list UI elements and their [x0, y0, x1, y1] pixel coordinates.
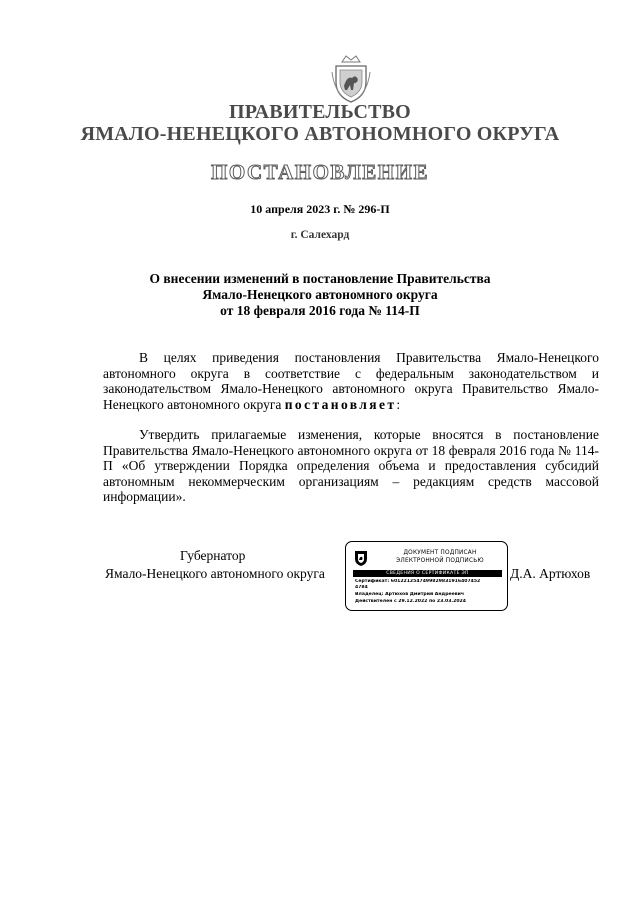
coat-of-arms-icon [330, 52, 372, 104]
stamp-certificate-cont: 4784 [355, 585, 368, 590]
emblem-icon [354, 549, 368, 567]
document-city: г. Салехард [290, 229, 350, 241]
org-name-line1: ПРАВИТЕЛЬСТВО [229, 101, 411, 123]
stamp-heading [376, 549, 504, 565]
paragraph-resolution: Утвердить прилагаемые изменения, которые вносятся в постановление Правительства Ямало-Ненецкого автономного округа от 18 февраля 2016 года № 114-П «Об утверждении Порядка определения объема и предоставления субсидий автономным некоммерческим организациям – редакциям средств массовой информации». [103, 427, 599, 505]
document-type: ПОСТАНОВЛЕНИЕ [211, 160, 429, 184]
title-line3: от 18 февраля 2016 года № 114-П [220, 303, 420, 318]
document-title [120, 271, 520, 319]
stamp-bar: СВЕДЕНИЯ О СЕРТИФИКАТЕ ЭП [353, 570, 502, 577]
title-line2: Ямало-Ненецкого автономного округа [202, 287, 438, 302]
electronic-signature-stamp [345, 541, 508, 611]
signer-name: Д.А. Артюхов [510, 566, 591, 581]
stamp-heading-line2: ЭЛЕКТРОННОЙ ПОДПИСЬЮ [396, 558, 484, 564]
stamp-heading-line1: ДОКУМЕНТ ПОДПИСАН [403, 550, 477, 556]
title-line1: О внесении изменений в постановление Правительства [149, 271, 491, 286]
signer-position-line2: Ямало-Ненецкого автономного округа [105, 566, 325, 581]
org-name-line2: ЯМАЛО-НЕНЕЦКОГО АВТОНОМНОГО ОКРУГА [80, 123, 560, 145]
document-number: № 296-П [343, 202, 390, 216]
decree-word: постановляет [284, 396, 397, 412]
stamp-validity: Действителен с 29.12.2022 по 23.03.2024 [355, 599, 466, 604]
preamble-colon: : [396, 396, 401, 412]
preamble-text: В целях приведения постановления Правительства Ямало-Ненецкого автономного округа в соответствие с федеральным законодательством и законодательством Ямало-Ненецкого автономного округа Правительство Ямало-Ненецкого автономного округа [103, 350, 599, 412]
stamp-owner: Владелец: Артюхов Дмитрий Андреевич [355, 592, 465, 597]
date-number-line [0, 202, 640, 217]
signer-position-line1: Губернатор [180, 548, 246, 563]
stamp-certificate: Сертификат: 6012212547499829831916407452 [355, 579, 481, 584]
paragraph-preamble [103, 350, 599, 412]
document-date: 10 апреля 2023 г. [250, 202, 341, 216]
